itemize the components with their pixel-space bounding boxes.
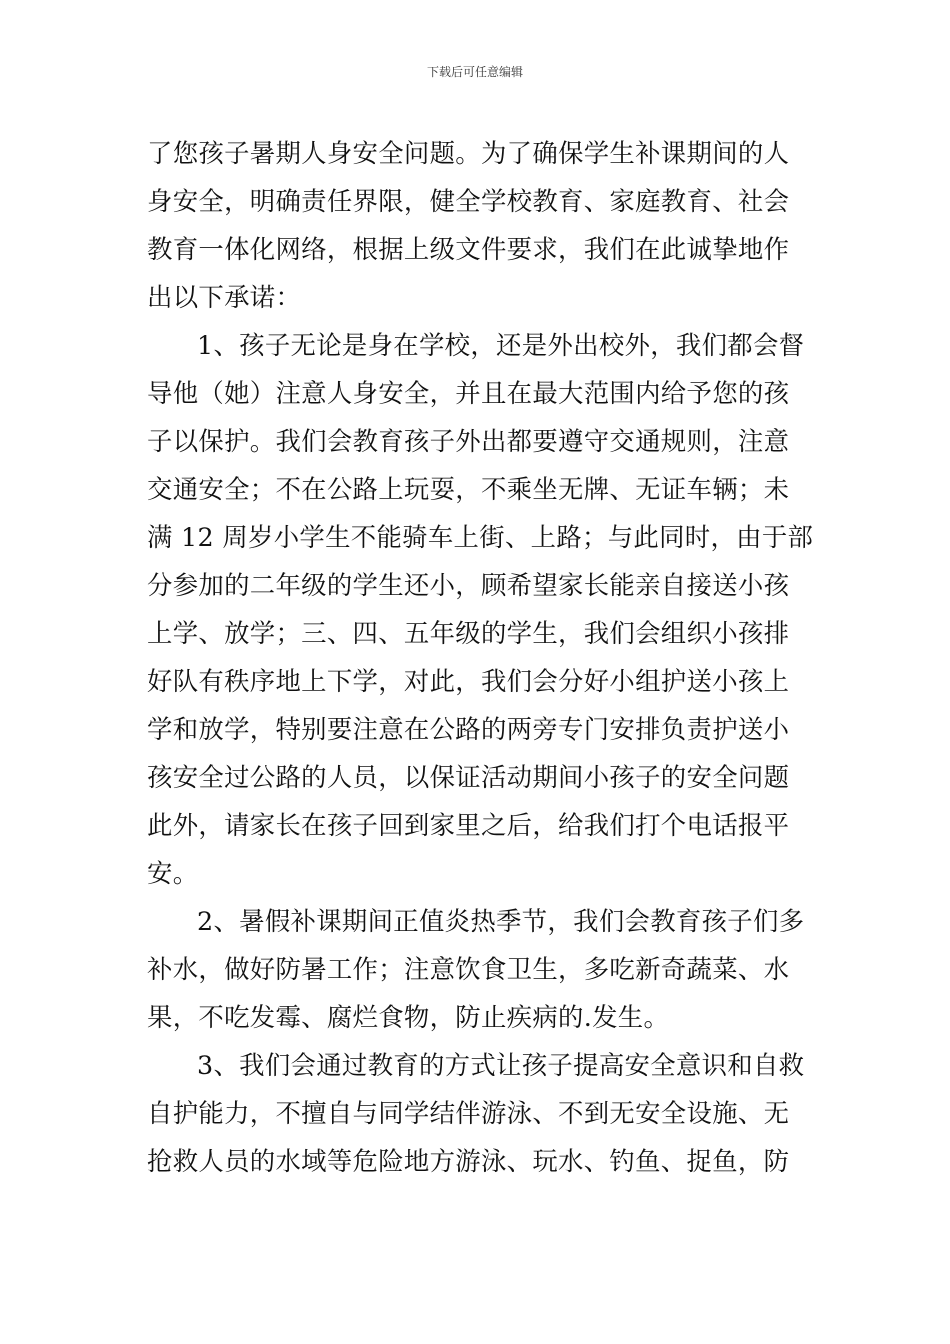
text-line: 自护能力，不擅自与同学结伴游泳、不到无安全设施、无 <box>147 1098 790 1128</box>
text-line: 安。 <box>147 858 199 888</box>
text-line: 好队有秩序地上下学，对此，我们会分好小组护送小孩上 <box>147 666 790 696</box>
paragraph-intro <box>147 129 807 321</box>
text-line: 孩安全过公路的人员，以保证活动期间小孩子的安全问题 <box>147 762 790 792</box>
text-line: 此外，请家长在孩子回到家里之后，给我们打个电话报平 <box>147 810 790 840</box>
text-line: 交通安全；不在公路上玩耍，不乘坐无牌、无证车辆；未 <box>147 474 790 504</box>
text-line: 果，不吃发霉、腐烂食物，防止疾病的.发生。 <box>147 1002 670 1032</box>
text-line: 了您孩子暑期人身安全问题。为了确保学生补课期间的人 <box>147 138 790 168</box>
page-header: 下载后可任意编辑 <box>426 65 523 79</box>
document-body <box>147 129 814 1185</box>
paragraph-item-3 <box>147 1041 807 1185</box>
paragraph-item-1 <box>147 321 814 897</box>
text-line: 身安全，明确责任界限，健全学校教育、家庭教育、社会 <box>147 186 790 216</box>
text-line: 学和放学，特别要注意在公路的两旁专门安排负责护送小 <box>147 714 790 744</box>
text-line: 分参加的二年级的学生还小，顾希望家长能亲自接送小孩 <box>147 570 790 600</box>
text-line: 导他（她）注意人身安全，并且在最大范围内给予您的孩 <box>147 378 790 408</box>
text-line: 出以下承诺： <box>147 282 302 312</box>
text-line: 3、我们会通过教育的方式让孩子提高安全意识和自救 <box>197 1050 805 1080</box>
text-line: 教育一体化网络，根据上级文件要求，我们在此诚挚地作 <box>147 234 790 264</box>
text-line: 2、暑假补课期间正值炎热季节，我们会教育孩子们多 <box>197 906 805 936</box>
text-line: 抢救人员的水域等危险地方游泳、玩水、钓鱼、捉鱼，防 <box>147 1146 790 1176</box>
text-line: 补水，做好防暑工作；注意饮食卫生，多吃新奇蔬菜、水 <box>147 954 790 984</box>
text-line: 1、孩子无论是身在学校，还是外出校外，我们都会督 <box>197 330 805 360</box>
paragraph-item-2 <box>147 897 807 1041</box>
text-line: 上学、放学；三、四、五年级的学生，我们会组织小孩排 <box>147 618 790 648</box>
text-line: 子以保护。我们会教育孩子外出都要遵守交通规则，注意 <box>147 426 790 456</box>
text-line: 满 12 周岁小学生不能骑车上街、上路；与此同时，由于部 <box>147 522 814 552</box>
